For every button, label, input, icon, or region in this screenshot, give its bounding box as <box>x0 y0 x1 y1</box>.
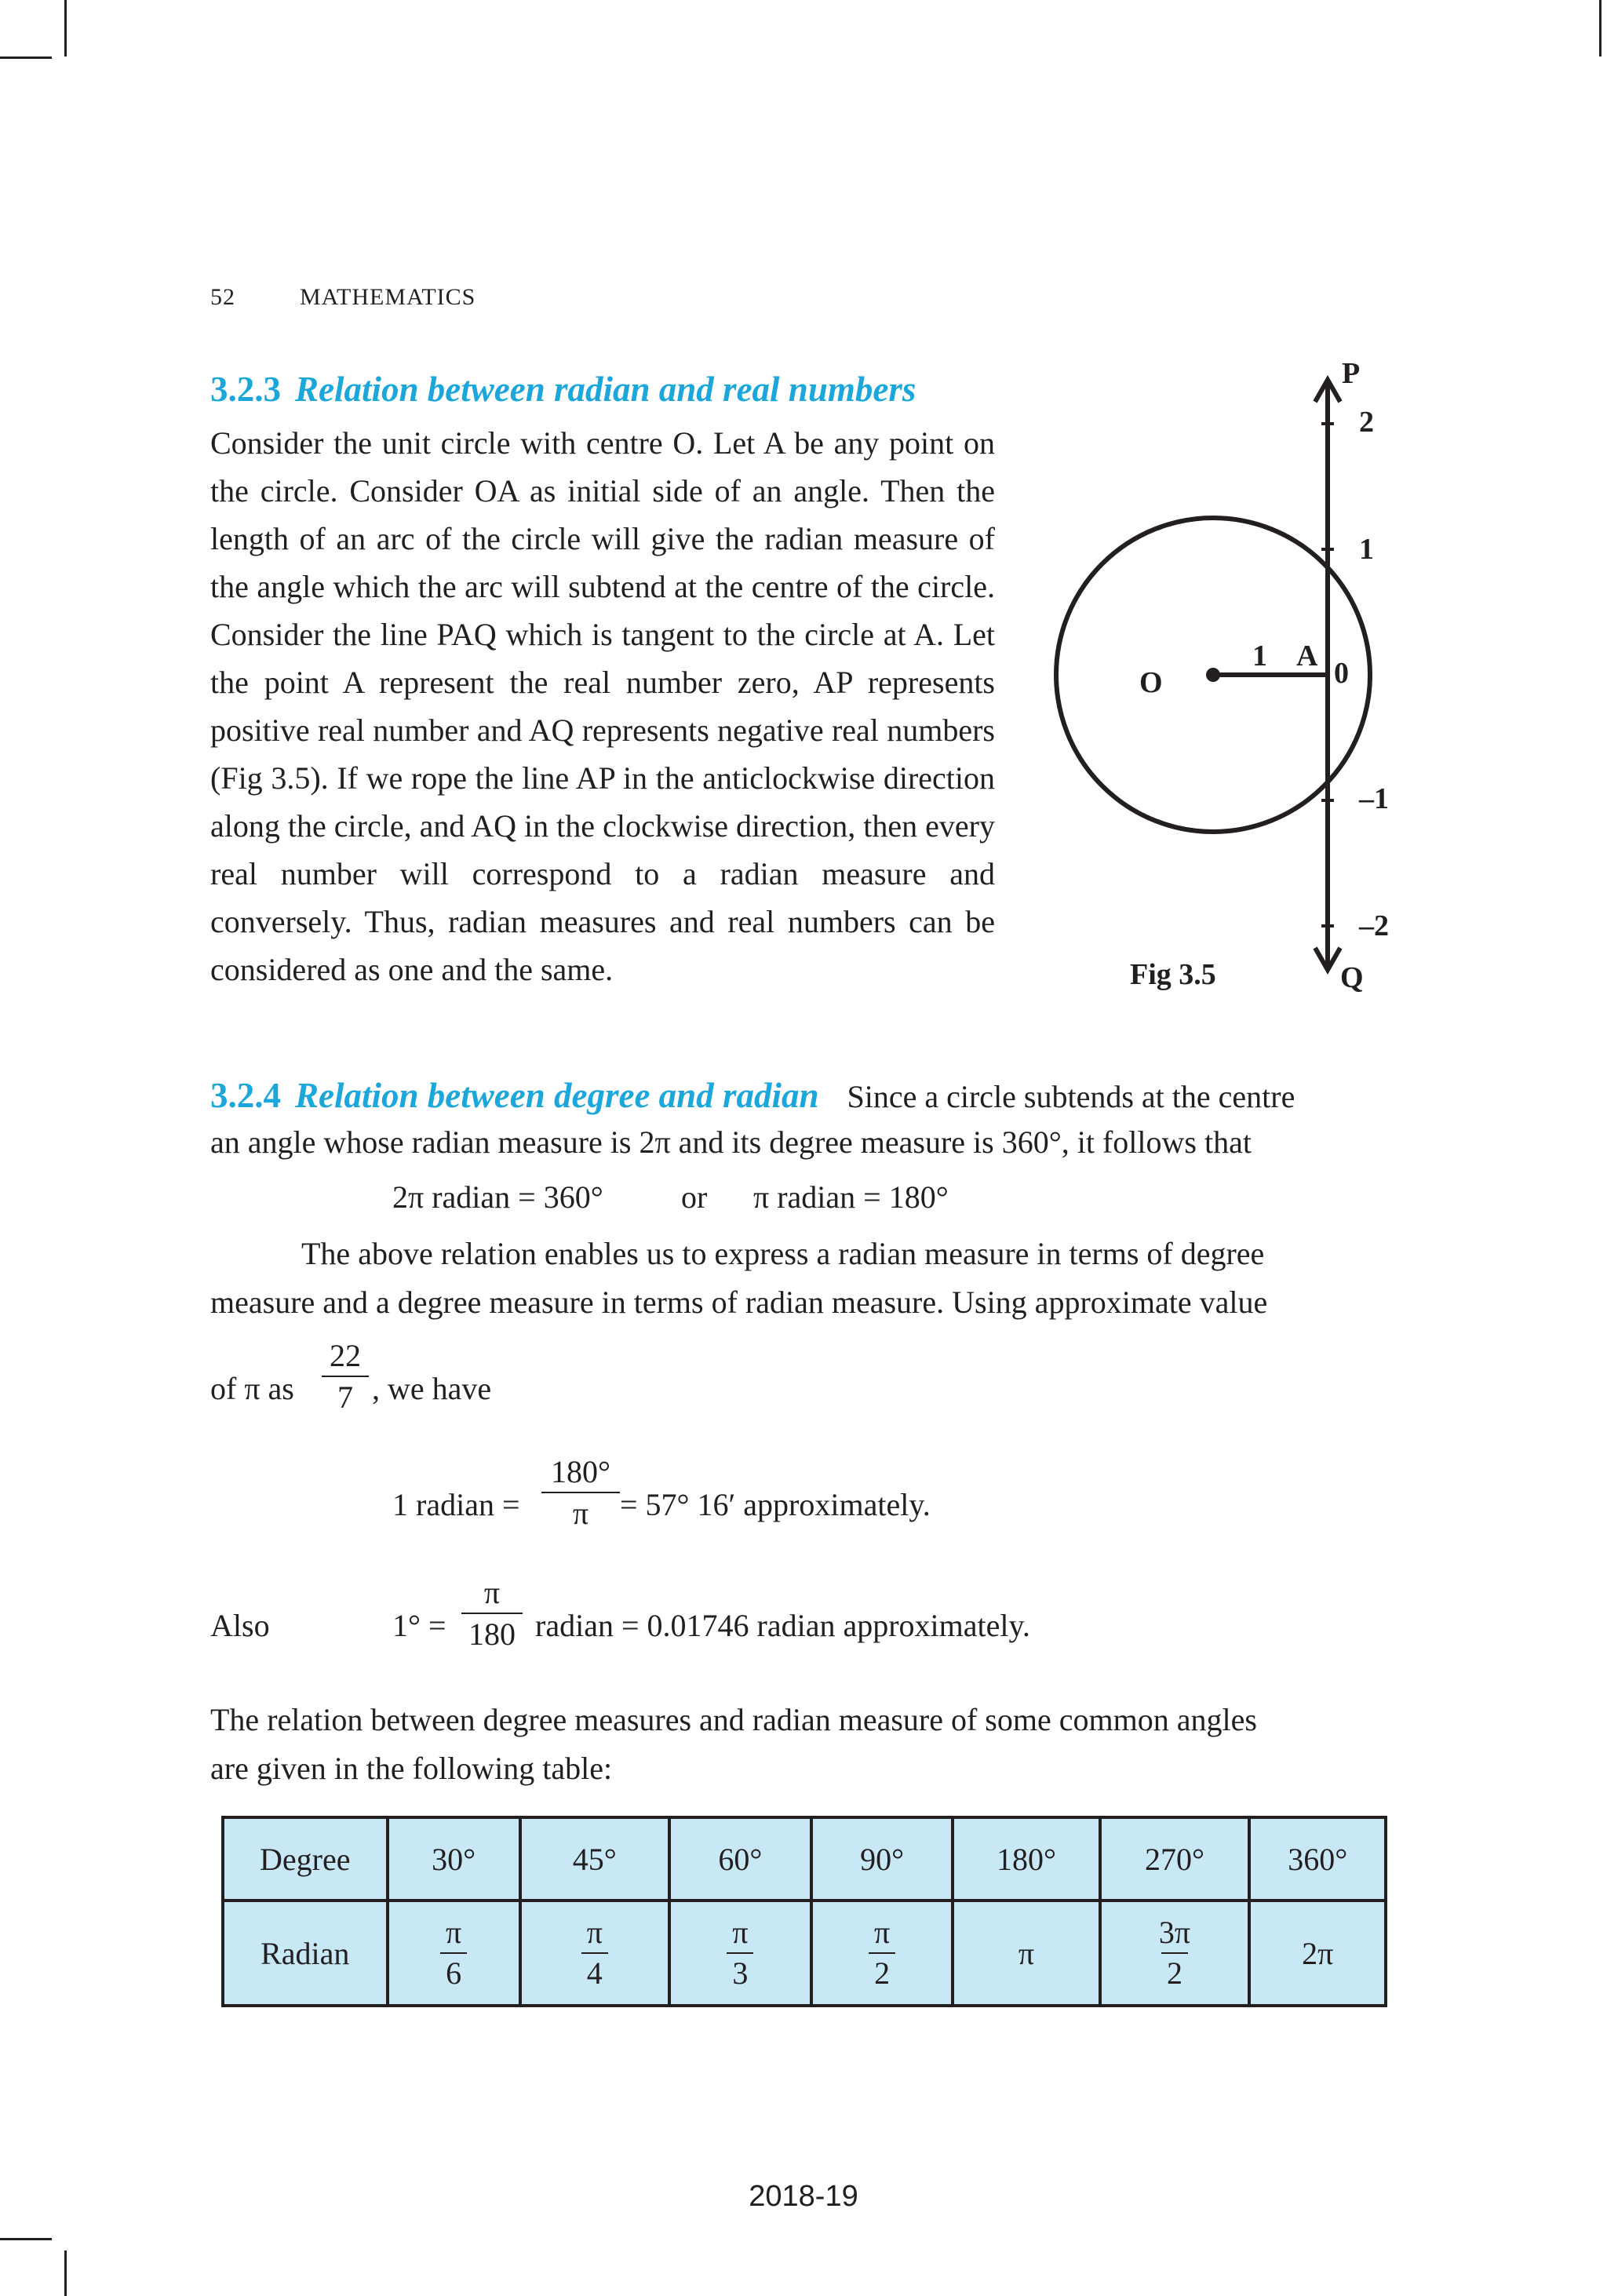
equation-or: or <box>681 1179 708 1215</box>
table-cell-degree: 270° <box>1100 1817 1250 1901</box>
figure-3-5 <box>1004 353 1444 1012</box>
equation-pi-right: π radian = 180° <box>753 1179 949 1215</box>
table-intro-line1: The relation between degree measures and radian measure of some common angles <box>210 1702 1257 1737</box>
table-cell-radian: π <box>953 1901 1099 2006</box>
section-323-number: 3.2.3 <box>210 370 281 409</box>
table-header-degree: Degree <box>223 1817 388 1901</box>
crop-mark-top-right-v <box>1599 0 1602 56</box>
pi-approx-fraction <box>322 1337 369 1416</box>
eq2-fraction <box>541 1453 620 1532</box>
table-cell-radian: 2π <box>1249 1901 1386 2006</box>
label-tick-0: 0 <box>1334 657 1349 690</box>
para2-line2: measure and a degree measure in terms of radian measure. Using approximate value <box>210 1285 1268 1320</box>
section-324-intro-line2: an angle whose radian measure is 2π and its degree measure is 360°, it follows that <box>210 1124 1252 1160</box>
pi-approx-numerator: 22 <box>330 1338 361 1373</box>
table-intro-line2: are given in the following table: <box>210 1751 613 1786</box>
table-cell-degree: 60° <box>669 1817 811 1901</box>
eq2-right: = 57° 16′ approximately. <box>620 1487 931 1522</box>
section-323-heading <box>210 369 916 410</box>
section-324-intro-line1: Since a circle subtends at the centre <box>847 1079 1295 1114</box>
table-cell-radian: $\frac{3\pi}{2}$ <box>1100 1901 1250 2006</box>
table-cell-degree: 360° <box>1249 1817 1386 1901</box>
table-cell-degree: 45° <box>520 1817 669 1901</box>
figure-caption: Fig 3.5 <box>1130 958 1216 991</box>
table-cell-radian: $\frac{\pi}{4}$ <box>520 1901 669 2006</box>
section-323-paragraph: Consider the unit circle with centre O. Let A be any point on the circle. Consider OA as initial side of an angle. Then the length of an arc of the circle will give the radian measure of the angle which the arc will subtend at the centre of the circle. Consider the line PAQ which is tangent to the circle at A. Let the point A represent the real number zero, AP represents positive real number and AQ represents negative real numbers (Fig 3.5). If we rope the line AP in the anticlockwise direction along the circle, and AQ in the clockwise direction, then every real number will correspond to a radian measure and conversely. Thus, radian measures and real numbers can be considered as one and the same. <box>210 425 995 987</box>
eq2-numerator: 180° <box>551 1454 610 1489</box>
crop-mark-top-left-v <box>64 0 67 56</box>
table-row-radian <box>223 1901 1386 2006</box>
label-tick-1: 1 <box>1359 533 1374 566</box>
footer-year: 2018-19 <box>749 2180 858 2213</box>
label-O: O <box>1139 666 1163 699</box>
label-A: A <box>1296 640 1318 672</box>
also-label: Also <box>210 1608 270 1643</box>
pi-approx-suffix: , we have <box>372 1371 492 1406</box>
centre-point-O <box>1206 668 1220 682</box>
eq2-left: 1 radian = <box>392 1487 520 1522</box>
label-Q: Q <box>1340 961 1364 994</box>
crop-mark-bottom-left-v <box>64 2250 67 2296</box>
label-P: P <box>1342 357 1361 390</box>
table-header-radian: Radian <box>223 1901 388 2006</box>
crop-mark-top-left-h <box>0 56 52 59</box>
label-radius-1: 1 <box>1252 640 1267 672</box>
running-title: MATHEMATICS <box>300 284 476 310</box>
section-324-number: 3.2.4 <box>210 1076 281 1115</box>
eq3-numerator: π <box>483 1575 501 1610</box>
section-323-title: Relation between radian and real numbers <box>295 370 916 409</box>
eq3-right: radian = 0.01746 radian approximately. <box>535 1608 1030 1643</box>
pi-approx-denominator: 7 <box>337 1379 353 1415</box>
table-cell-radian: $\frac{\pi}{3}$ <box>669 1901 811 2006</box>
eq3-fraction <box>461 1574 523 1653</box>
table-cell-degree: 30° <box>388 1817 520 1901</box>
pi-approx-prefix: of π as <box>210 1371 294 1406</box>
equation-2pi-left: 2π radian = 360° <box>392 1179 603 1215</box>
table-cell-degree: 90° <box>811 1817 953 1901</box>
label-tick-minus-1: –1 <box>1359 782 1389 815</box>
table-cell-degree: 180° <box>953 1817 1099 1901</box>
section-324-title: Relation between degree and radian <box>295 1076 819 1115</box>
label-tick-2: 2 <box>1359 406 1374 439</box>
section-324-heading <box>210 1075 1295 1116</box>
label-tick-minus-2: –2 <box>1359 909 1389 942</box>
crop-mark-bottom-left-h <box>0 2238 52 2240</box>
table-row-degree <box>223 1817 1386 1901</box>
para2-line1: The above relation enables us to express a radian measure in terms of degree <box>301 1236 1265 1271</box>
page-number: 52 <box>210 284 235 310</box>
table-cell-radian: $\frac{\pi}{2}$ <box>811 1901 953 2006</box>
eq3-left: 1° = <box>392 1608 446 1643</box>
eq2-denominator: π <box>572 1496 589 1531</box>
table-cell-radian: $\frac{\pi}{6}$ <box>388 1901 520 2006</box>
degree-radian-table <box>221 1816 1387 2007</box>
eq3-denominator: 180 <box>468 1616 516 1652</box>
